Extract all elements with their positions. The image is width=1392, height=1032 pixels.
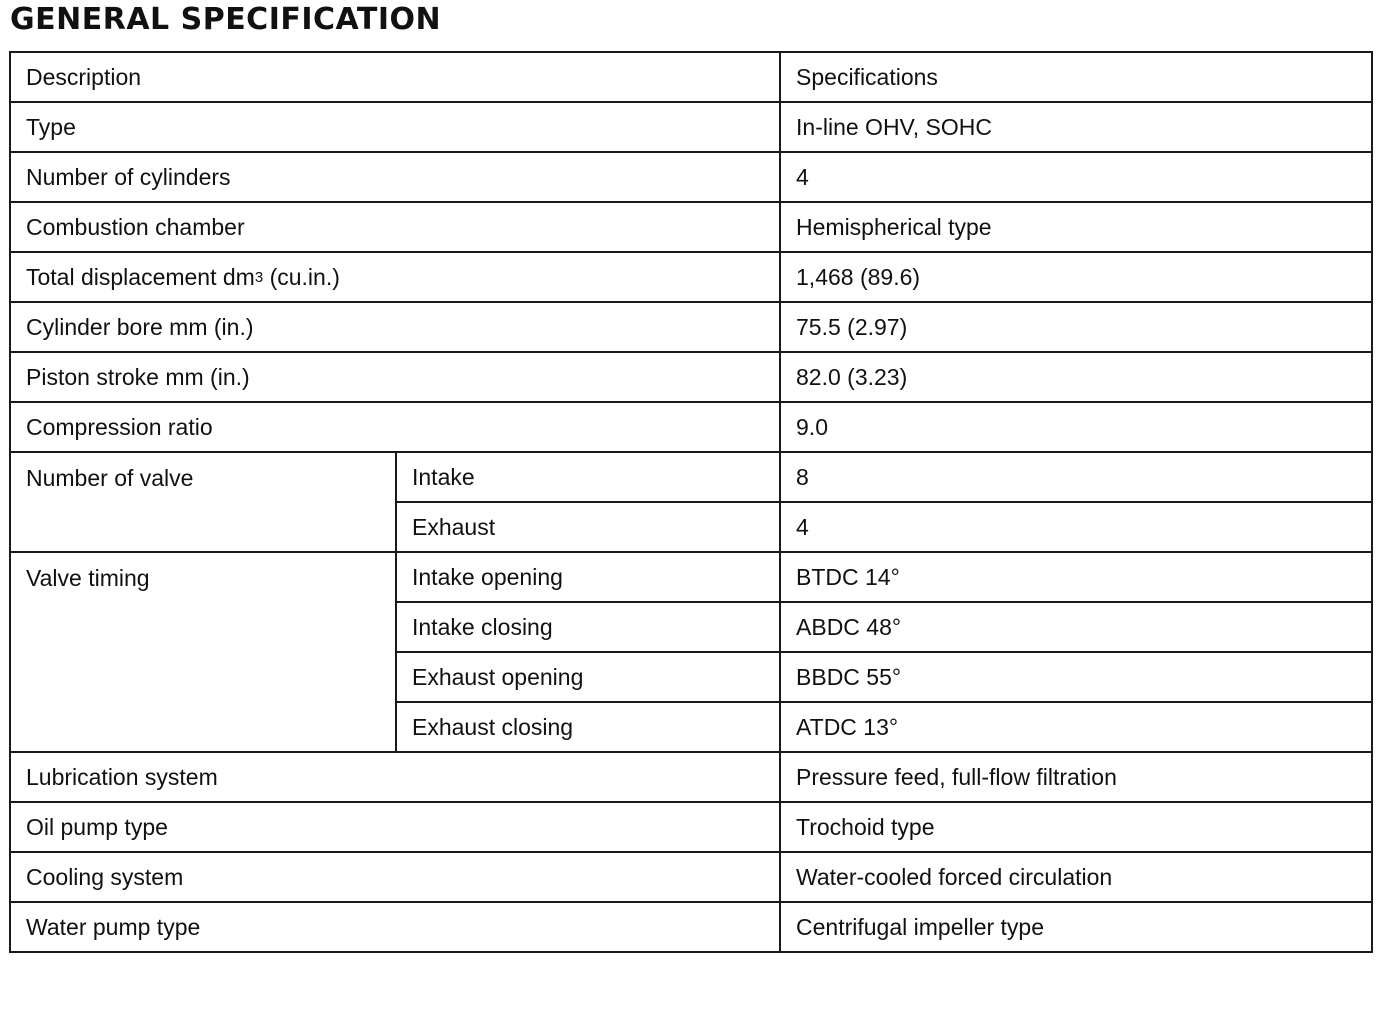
row-value: 9.0: [780, 402, 1372, 452]
table-row: [10, 352, 1372, 402]
group-label-timing: Valve timing: [10, 552, 396, 752]
table-header-row: [10, 52, 1372, 102]
row-value: 4: [780, 502, 1372, 552]
sub-label: Exhaust closing: [396, 702, 780, 752]
sub-label: Intake closing: [396, 602, 780, 652]
row-value: BBDC 55°: [780, 652, 1372, 702]
page-title: GENERAL SPECIFICATION: [10, 2, 442, 37]
table-row: [10, 452, 1372, 502]
row-value: BTDC 14°: [780, 552, 1372, 602]
group-label-valves: Number of valve: [10, 452, 396, 552]
row-label: Water pump type: [10, 902, 780, 952]
table-row: [10, 152, 1372, 202]
row-value: 82.0 (3.23): [780, 352, 1372, 402]
row-label: Piston stroke mm (in.): [10, 352, 780, 402]
table-row: [10, 752, 1372, 802]
row-value: Pressure feed, full-flow filtration: [780, 752, 1372, 802]
sub-label: Exhaust opening: [396, 652, 780, 702]
table-row: [10, 802, 1372, 852]
header-description: Description: [10, 52, 780, 102]
table-row: [10, 552, 1372, 602]
row-value: 8: [780, 452, 1372, 502]
row-value: In-line OHV, SOHC: [780, 102, 1372, 152]
cubic-superscript: 3: [254, 268, 264, 286]
table-row: [10, 202, 1372, 252]
row-value: 75.5 (2.97): [780, 302, 1372, 352]
row-label: Number of cylinders: [10, 152, 780, 202]
table-row: [10, 902, 1372, 952]
row-label: Lubrication system: [10, 752, 780, 802]
row-value: ABDC 48°: [780, 602, 1372, 652]
spec-table: [9, 51, 1373, 953]
header-specifications: Specifications: [780, 52, 1372, 102]
row-value: Centrifugal impeller type: [780, 902, 1372, 952]
displacement-unit: (cu.in.): [263, 263, 340, 290]
table-row: [10, 102, 1372, 152]
sub-label: Intake opening: [396, 552, 780, 602]
table-row: [10, 402, 1372, 452]
row-label: [10, 252, 780, 302]
row-label: Cooling system: [10, 852, 780, 902]
row-label: Oil pump type: [10, 802, 780, 852]
sub-label: Exhaust: [396, 502, 780, 552]
table-row: [10, 252, 1372, 302]
table-row: [10, 852, 1372, 902]
row-label: Type: [10, 102, 780, 152]
row-value: 1,468 (89.6): [780, 252, 1372, 302]
table-row: [10, 302, 1372, 352]
row-value: ATDC 13°: [780, 702, 1372, 752]
row-label: Cylinder bore mm (in.): [10, 302, 780, 352]
row-label: Compression ratio: [10, 402, 780, 452]
row-value: 4: [780, 152, 1372, 202]
displacement-label: Total displacement dm: [26, 263, 255, 290]
sub-label: Intake: [396, 452, 780, 502]
row-value: Hemispherical type: [780, 202, 1372, 252]
row-label: Combustion chamber: [10, 202, 780, 252]
row-value: Water-cooled forced circulation: [780, 852, 1372, 902]
row-value: Trochoid type: [780, 802, 1372, 852]
